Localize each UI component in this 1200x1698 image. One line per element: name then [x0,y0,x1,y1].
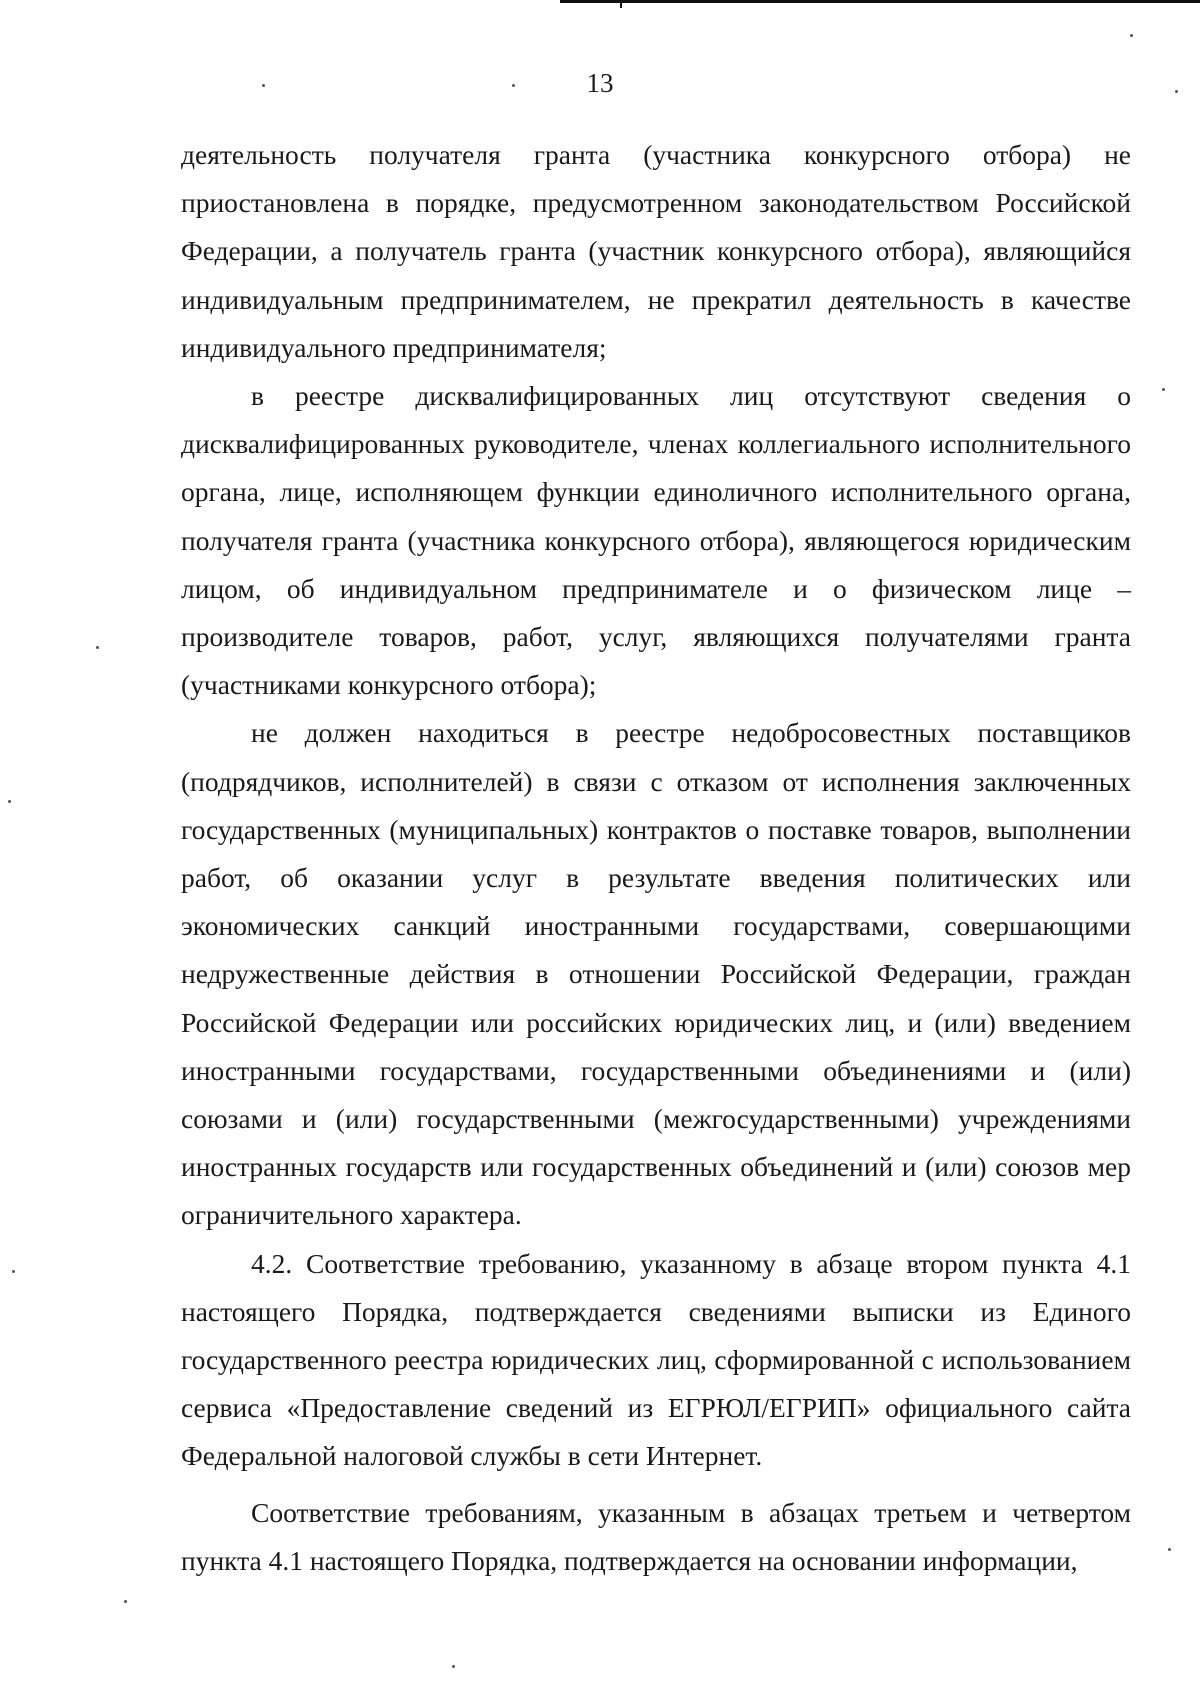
paragraph-3: не должен находиться в реестре недобросовестных поставщиков (подрядчиков, исполнителей) в связи с отказом от исполнения заключенных государственных (муниципальных) контрактов о поставке товаров, выполнении работ, об оказании услуг в результате введения политических или экономических санкций иностранными государствами, совершающими недружественные действия в отношении Российской Федерации, граждан Российской Федерации или российских юридических лиц, и (или) введением иностранными государствами, государственными объединениями и (или) союзами и (или) государственными (межгосударственными) учреждениями иностранных государств или государственных объединений и (или) союзов мер ограничительного характера. [181,717,1131,1231]
top-border-line [560,0,1200,3]
paragraph-4: 4.2. Соответствие требованию, указанному в абзаце втором пункта 4.1 настоящего Порядка, подтверждается сведениями выписки из Единого государственного реестра юридических лиц, сформированной с использованием сервиса «Предоставление сведений из ЕГРЮЛ/ЕГРИП» официального сайта Федеральной налоговой службы в сети Интернет. [181,1247,1131,1472]
scan-speck [452,1665,455,1668]
document-body [181,131,1131,1585]
paragraph-5: Соответствие требованиям, указанным в абзацах третьем и четвертом пункта 4.1 настоящего Порядка, подтверждается на основании информации, [181,1496,1131,1576]
scan-speck [124,1600,127,1603]
scan-speck [1130,34,1133,37]
scan-speck [1168,1548,1171,1551]
scan-speck [1175,90,1178,93]
paragraph-1: деятельность получателя гранта (участника конкурсного отбора) не приостановлена в порядке, предусмотренном законодательством Российской Федерации, а получатель гранта (участник конкурсного отбора), являющийся индивидуальным предпринимателем, не прекратил деятельность в качестве индивидуального предпринимателя; [181,139,1131,363]
scan-speck [96,646,99,649]
paragraph-2: в реестре дисквалифицированных лиц отсутствуют сведения о дисквалифицированных руководителе, членах коллегиального исполнительного органа, лице, исполняющем функции единоличного исполнительного органа, получателя гранта (участника конкурсного отбора), являющегося юридическим лицом, об индивидуальном предпринимателе и о физическом лице – производителе товаров, работ, услуг, являющихся получателями гранта (участниками конкурсного отбора); [181,380,1131,701]
scan-speck [8,800,11,803]
top-border-tick [620,0,622,8]
scan-speck [1162,388,1165,391]
scan-speck [512,84,515,87]
scan-speck [12,1270,15,1273]
scan-speck [262,84,265,87]
page-number: 13 [586,68,614,98]
